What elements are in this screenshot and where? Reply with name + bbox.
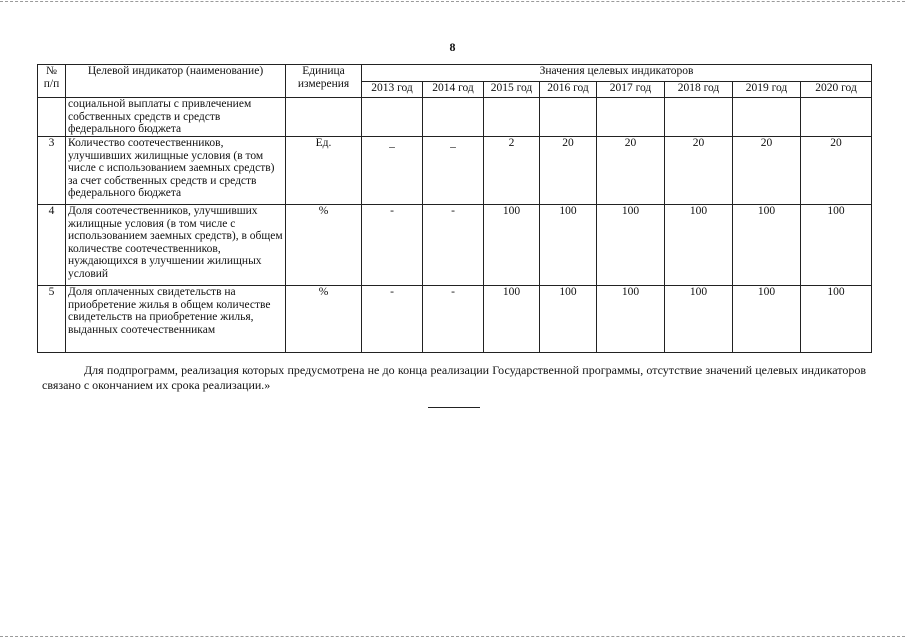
row-value: 100: [665, 286, 733, 353]
row-value: [801, 98, 872, 137]
row-indicator-name: Количество соотечественников, улучшивших жилищные условия (в том числе с использованием заемных средств) за счет собственных средств и средств федерального бюджета: [66, 137, 286, 205]
row-unit: Ед.: [286, 137, 362, 205]
header-year: 2017 год: [597, 82, 665, 98]
header-year: 2016 год: [540, 82, 597, 98]
row-num: 5: [38, 286, 66, 353]
row-value: 100: [597, 286, 665, 353]
row-unit: %: [286, 286, 362, 353]
row-value: 20: [665, 137, 733, 205]
end-rule-divider: [428, 407, 480, 408]
row-value: 100: [540, 286, 597, 353]
row-value: 100: [801, 205, 872, 286]
row-value: _: [362, 137, 423, 205]
header-year: 2018 год: [665, 82, 733, 98]
row-value: [540, 98, 597, 137]
row-value: -: [362, 205, 423, 286]
table-row: [38, 205, 872, 286]
row-value: 20: [733, 137, 801, 205]
row-value: 20: [540, 137, 597, 205]
header-num: № п/п: [38, 65, 66, 98]
header-year: 2020 год: [801, 82, 872, 98]
row-value: 20: [801, 137, 872, 205]
header-year: 2019 год: [733, 82, 801, 98]
header-indicator-name: Целевой индикатор (наименование): [66, 65, 286, 98]
row-indicator-name: Доля соотечественников, улучшивших жилищные условия (в том числе с использованием заемных средств), в общем количестве соотечественников, нуждающихся в улучшении жилищных условий: [66, 205, 286, 286]
row-value: [423, 98, 484, 137]
row-indicator-name: Доля оплаченных свидетельств на приобретение жилья в общем количестве свидетельств на приобретение жилья, выданных соотечественникам: [66, 286, 286, 353]
row-value: 100: [733, 286, 801, 353]
row-value: 20: [597, 137, 665, 205]
row-value: -: [423, 205, 484, 286]
header-values-group: Значения целевых индикаторов: [362, 65, 872, 82]
row-unit: [286, 98, 362, 137]
scan-bottom-edge: [0, 636, 905, 637]
target-indicators-table: [37, 64, 872, 353]
row-value: 100: [733, 205, 801, 286]
row-value: 100: [484, 286, 540, 353]
row-value: -: [423, 286, 484, 353]
row-value: 100: [801, 286, 872, 353]
row-num: [38, 98, 66, 137]
table-row: [38, 98, 872, 137]
row-num: 3: [38, 137, 66, 205]
page-number: 8: [449, 40, 456, 54]
row-value: 100: [665, 205, 733, 286]
row-value: -: [362, 286, 423, 353]
footnote: Для подпрограмм, реализация которых предусмотрена не до конца реализации Государственной программы, отсутствие значений целевых индикаторов связано с окончанием их срока реализации.»: [42, 363, 866, 392]
row-value: [484, 98, 540, 137]
row-unit: %: [286, 205, 362, 286]
row-value: [665, 98, 733, 137]
row-value: [733, 98, 801, 137]
row-value: [597, 98, 665, 137]
row-value: 100: [540, 205, 597, 286]
row-value: _: [423, 137, 484, 205]
header-year: 2014 год: [423, 82, 484, 98]
table-row: [38, 137, 872, 205]
header-year: 2013 год: [362, 82, 423, 98]
row-num: 4: [38, 205, 66, 286]
header-row-top: [38, 65, 872, 82]
scan-top-edge: [0, 1, 905, 2]
header-year: 2015 год: [484, 82, 540, 98]
header-unit: Единица измерения: [286, 65, 362, 98]
table-row: [38, 286, 872, 353]
row-value: [362, 98, 423, 137]
row-value: 100: [597, 205, 665, 286]
row-value: 100: [484, 205, 540, 286]
row-value: 2: [484, 137, 540, 205]
row-indicator-name: социальной выплаты с привлечением собственных средств и средств федерального бюджета: [66, 98, 286, 137]
